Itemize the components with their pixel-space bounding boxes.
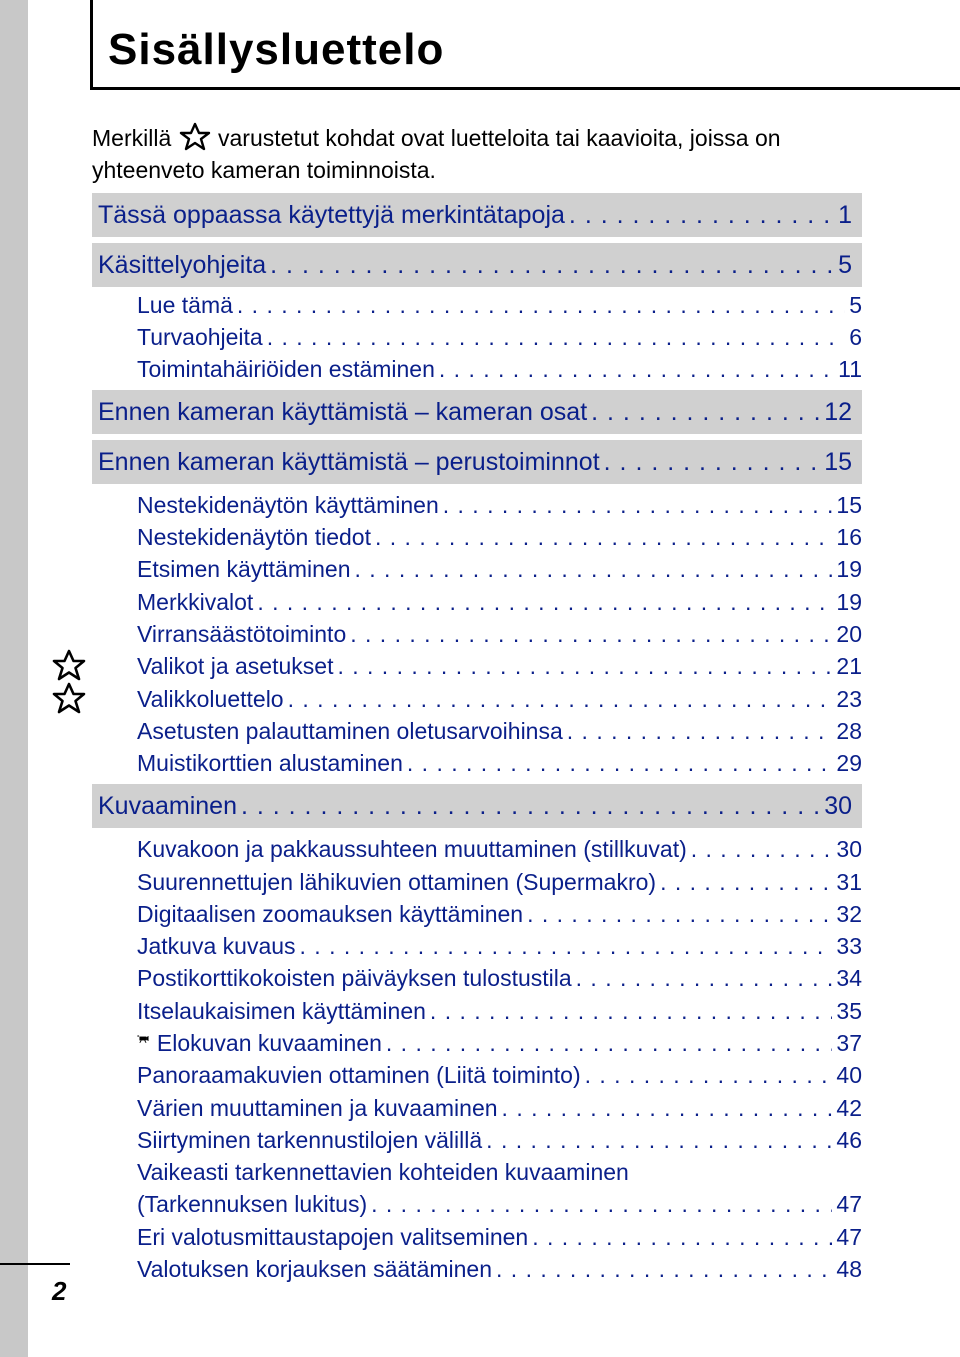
toc-entry-link[interactable] (137, 962, 862, 994)
toc-entry-link[interactable] (137, 521, 862, 553)
toc-entry-title: Vaikeasti tarkennettavien kohteiden kuvaaminen (137, 1159, 629, 1185)
toc-entry-link[interactable] (137, 353, 862, 385)
dot-leader (532, 1221, 832, 1253)
dot-leader (443, 489, 833, 521)
toc-entry-link[interactable] (137, 715, 862, 747)
toc-page-number: 15 (836, 492, 862, 518)
toc-entry-title: Suurennettujen lähikuvien ottaminen (Supermakro) (137, 869, 657, 895)
toc-entry-title: Panoraamakuvien ottaminen (Liitä toiminto) (137, 1062, 581, 1088)
toc-entry-title: Asetusten palauttaminen oletusarvoihinsa (137, 718, 563, 744)
dot-leader (241, 784, 820, 828)
toc-entry-link[interactable] (137, 1027, 862, 1059)
toc-page-number: 47 (836, 1191, 862, 1217)
dot-leader (267, 321, 845, 353)
toc-entry-link[interactable] (137, 1156, 862, 1188)
toc-page-number: 42 (836, 1095, 862, 1121)
toc-entry-link[interactable] (137, 618, 862, 650)
toc-section-link[interactable] (92, 784, 862, 828)
dot-leader (569, 193, 834, 237)
toc-page-number: 15 (824, 448, 852, 476)
star-outline-icon (50, 648, 88, 684)
toc-page-number: 32 (836, 901, 862, 927)
toc-entry-link[interactable] (137, 747, 862, 779)
toc-page-number: 35 (836, 998, 862, 1024)
toc-entry-link[interactable] (137, 1059, 862, 1091)
dot-leader (585, 1059, 833, 1091)
toc-entry-link[interactable] (137, 321, 862, 353)
dot-leader (337, 650, 832, 682)
toc-page-number: 31 (836, 869, 862, 895)
toc-entry-title: Ennen kameran käyttämistä – kameran osat (98, 398, 588, 426)
dot-leader (350, 618, 832, 650)
toc-entry-title: Virransäästötoiminto (137, 621, 347, 647)
toc-entry-title: Kuvaaminen (98, 792, 237, 820)
toc-entry-title: Värien muuttaminen ja kuvaaminen (137, 1095, 498, 1121)
dot-leader (257, 586, 832, 618)
dot-leader (375, 521, 832, 553)
toc-entry-title: Elokuvan kuvaaminen (156, 1030, 382, 1056)
dot-leader (354, 553, 832, 585)
dot-leader (604, 440, 821, 484)
dot-leader (288, 683, 833, 715)
dot-leader (386, 1027, 833, 1059)
dot-leader (439, 353, 834, 385)
toc-entry-link[interactable] (137, 1221, 862, 1253)
toc-page-number: 21 (836, 653, 862, 679)
toc-page-number: 29 (836, 750, 862, 776)
toc-page-number: 48 (836, 1256, 862, 1282)
toc-page-number: 19 (836, 556, 862, 582)
dot-leader (270, 243, 834, 287)
toc-entry-link[interactable] (137, 1124, 862, 1156)
toc-entry-link[interactable] (137, 586, 862, 618)
toc-section-link[interactable] (92, 440, 862, 484)
toc-entry-link[interactable] (137, 1092, 862, 1124)
dot-leader (660, 866, 832, 898)
dot-leader (691, 833, 833, 865)
toc-page-number: 28 (836, 718, 862, 744)
toc-entry-title: Valotuksen korjauksen säätäminen (137, 1256, 493, 1282)
toc-entry-link[interactable] (137, 650, 862, 682)
toc-page-number: 30 (824, 792, 852, 820)
page-title: Sisällysluettelo (108, 25, 445, 74)
toc-entry-link[interactable] (137, 866, 862, 898)
toc-entry-link[interactable] (137, 995, 862, 1027)
dot-leader (407, 747, 833, 779)
toc-entry-link[interactable] (137, 898, 862, 930)
toc-entry-title: Merkkivalot (137, 589, 254, 615)
toc-section-link[interactable] (92, 390, 862, 434)
toc-section-link[interactable] (92, 193, 862, 237)
toc-entry-title: Valikkoluettelo (137, 686, 284, 712)
toc-entry-title: Jatkuva kuvaus (137, 933, 296, 959)
toc-entry-link[interactable] (137, 1253, 862, 1285)
toc-page-number: 20 (836, 621, 862, 647)
movie-camera-icon (137, 1027, 149, 1051)
toc-page-number: 16 (836, 524, 862, 550)
dot-leader (237, 289, 845, 321)
toc-entry-title: Muistikorttien alustaminen (137, 750, 403, 776)
toc-entry-title: Tässä oppaassa käytettyjä merkintätapoja (98, 201, 565, 229)
toc-entry-title: Siirtyminen tarkennustilojen välillä (137, 1127, 483, 1153)
toc-entry-title: Turvaohjeita (137, 324, 263, 350)
toc-entry-title: Lue tämä (137, 292, 233, 318)
toc-entry-title: Postikorttikokoisten päiväyksen tulostustila (137, 965, 572, 991)
toc-entry-link[interactable] (137, 930, 862, 962)
dot-leader (502, 1092, 833, 1124)
dot-leader (430, 995, 832, 1027)
toc-entry-title: Eri valotusmittaustapojen valitseminen (137, 1224, 529, 1250)
toc-entry-link[interactable] (137, 553, 862, 585)
toc-entry-title: Käsittelyohjeita (98, 251, 267, 279)
toc-entry-link[interactable] (137, 489, 862, 521)
toc-page-number: 46 (836, 1127, 862, 1153)
toc-entry-link[interactable] (137, 833, 862, 865)
toc-entry-title: Digitaalisen zoomauksen käyttäminen (137, 901, 524, 927)
toc-entry-link[interactable] (137, 1188, 862, 1220)
toc-page-number: 19 (836, 589, 862, 615)
dot-leader (527, 898, 832, 930)
toc-page-number: 30 (836, 836, 862, 862)
toc-entry-title: Itselaukaisimen käyttäminen (137, 998, 426, 1024)
toc-page-number: 37 (836, 1030, 862, 1056)
dot-leader (591, 390, 820, 434)
toc-page-number: 11 (838, 356, 862, 382)
toc-entry-title: Nestekidenäytön tiedot (137, 524, 371, 550)
toc-page-number: 40 (836, 1062, 862, 1088)
page-number: 2 (52, 1276, 67, 1306)
intro-text-start: Merkillä (92, 125, 178, 151)
toc-page-number: 12 (824, 398, 852, 426)
dot-leader (567, 715, 833, 747)
toc-page-number: 6 (849, 324, 862, 350)
toc-entry-title: Nestekidenäytön käyttäminen (137, 492, 439, 518)
toc-page-number: 5 (838, 251, 852, 279)
intro-text-end: varustetut kohdat ovat luetteloita tai kaavioita, joissa on yhteenveto kameran toiminnoista. (92, 125, 781, 183)
dot-leader (300, 930, 833, 962)
toc-entry-title: Valikot ja asetukset (137, 653, 334, 679)
toc-entry-title: (Tarkennuksen lukitus) (137, 1191, 368, 1217)
dot-leader (486, 1124, 832, 1156)
dot-leader (371, 1188, 832, 1220)
toc-page-number: 23 (836, 686, 862, 712)
toc-page-number: 47 (836, 1224, 862, 1250)
toc-entry-link[interactable] (137, 289, 862, 321)
toc-entry-title: Etsimen käyttäminen (137, 556, 351, 582)
toc-page-number: 33 (836, 933, 862, 959)
dot-leader (576, 962, 833, 994)
toc-entry-title: Ennen kameran käyttämistä – perustoiminnot (98, 448, 600, 476)
toc-page-number: 34 (836, 965, 862, 991)
dot-leader (496, 1253, 832, 1285)
toc-entry-title: Kuvakoon ja pakkaussuhteen muuttaminen (stillkuvat) (137, 836, 687, 862)
toc-page-number: 1 (838, 201, 852, 229)
toc-section-link[interactable] (92, 243, 862, 287)
star-outline-icon (50, 681, 88, 717)
toc-entry-title: Toimintahäiriöiden estäminen (137, 356, 435, 382)
toc-page-number: 5 (849, 292, 862, 318)
toc-entry-link[interactable] (137, 683, 862, 715)
